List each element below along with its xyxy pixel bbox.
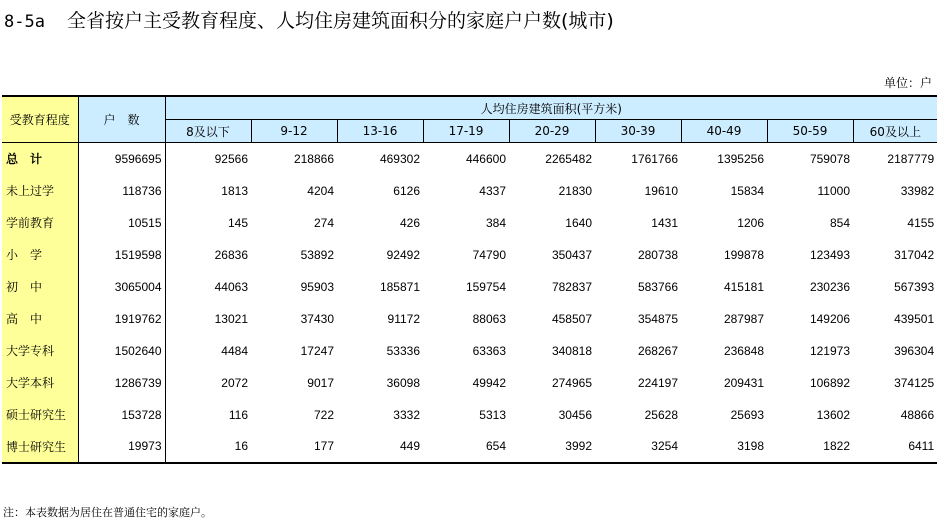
value-cell: 354875 [637,311,678,326]
value-cell: 469302 [379,151,420,166]
value-cell: 415181 [723,279,764,294]
value-cell: 280738 [637,247,678,262]
value-cell: 236848 [723,343,764,358]
value-cell: 317042 [894,247,935,262]
col-header-area: 20-29 [509,120,595,143]
col-header-area: 60及以上 [853,120,937,143]
value-cell: 396304 [894,343,935,358]
value-cell: 654 [485,439,506,453]
total-row [2,143,937,175]
value-cell: 185871 [379,279,420,294]
household-total-cell: 9596695 [78,143,165,175]
value-cell: 6126 [393,183,420,198]
value-cell: 159754 [465,279,506,294]
value-cell: 88063 [472,311,506,326]
value-cell: 218866 [293,151,334,166]
value-cell: 145 [227,215,248,230]
value-cell: 1206 [737,215,764,230]
value-cell: 759078 [809,151,850,166]
table-body [2,143,937,463]
unit-label: 单位：户 [883,76,932,90]
value-cell: 44063 [214,279,248,294]
value-cell: 15834 [730,183,764,198]
row-label: 大学专科 [2,335,78,367]
value-cell: 1431 [651,215,678,230]
value-cell: 199878 [723,247,764,262]
value-cell: 3332 [393,407,420,422]
value-cell: 30456 [558,407,592,422]
value-cell: 121973 [809,343,850,358]
value-cell: 274 [313,215,334,230]
value-cell: 63363 [472,343,506,358]
row-label: 总 计 [2,143,78,175]
value-cell: 6411 [908,439,935,453]
value-cell: 21830 [558,183,592,198]
value-cell: 1640 [565,215,592,230]
household-total-cell: 19973 [78,431,165,463]
value-cell: 16 [234,439,248,453]
value-cell: 13021 [214,311,248,326]
value-cell: 4337 [479,183,506,198]
table-row [2,303,937,335]
value-cell: 583766 [637,279,678,294]
data-table [2,95,937,464]
value-cell: 1813 [221,183,248,198]
footnote: 注：本表数据为居住在普通住宅的家庭户。 [3,506,212,519]
value-cell: 2265482 [545,151,592,166]
household-total-cell: 153728 [78,399,165,431]
value-cell: 26836 [214,247,248,262]
value-cell: 33982 [900,183,935,198]
col-header-area: 50-59 [767,120,853,143]
row-label: 初 中 [2,271,78,303]
col-header-area: 17-19 [423,120,509,143]
col-header-area: 8及以下 [165,120,251,143]
value-cell: 92566 [214,151,248,166]
value-cell: 149206 [809,311,850,326]
value-cell: 287987 [723,311,764,326]
value-cell: 458507 [551,311,592,326]
value-cell: 4484 [221,343,248,358]
value-cell: 53336 [386,343,420,358]
value-cell: 19610 [644,183,678,198]
col-header-area: 30-39 [595,120,681,143]
value-cell: 384 [485,215,506,230]
value-cell: 25693 [730,407,764,422]
value-cell: 374125 [894,375,935,390]
value-cell: 37430 [300,311,334,326]
value-cell: 123493 [809,247,850,262]
table-row [2,175,937,207]
value-cell: 209431 [723,375,764,390]
value-cell: 439501 [894,311,935,326]
col-header-area: 9-12 [251,120,337,143]
value-cell: 74790 [472,247,506,262]
value-cell: 17247 [300,343,334,358]
value-cell: 25628 [644,407,678,422]
value-cell: 350437 [551,247,592,262]
value-cell: 2072 [221,375,248,390]
value-cell: 449 [399,439,420,453]
row-label: 学前教育 [2,207,78,239]
col-header-area: 13-16 [337,120,423,143]
value-cell: 91172 [387,311,420,326]
value-cell: 5313 [479,407,506,422]
value-cell: 1822 [823,439,850,453]
table-title: 全省按户主受教育程度、人均住房建筑面积分的家庭户户数(城市) [66,10,614,32]
value-cell: 2187779 [887,151,935,166]
row-header-education: 受教育程度 [2,96,78,143]
col-group-area: 人均住房建筑面积(平方米) [165,96,937,120]
value-cell: 49942 [472,375,506,390]
table-row [2,207,937,239]
page-title [4,6,614,33]
value-cell: 340818 [551,343,592,358]
value-cell: 3198 [737,439,764,453]
household-total-cell: 1519598 [78,239,165,271]
value-cell: 4204 [307,183,334,198]
table-header [2,96,937,143]
value-cell: 3254 [651,439,678,453]
table-row [2,431,937,463]
table-row [2,335,937,367]
col-header-area: 40-49 [681,120,767,143]
value-cell: 274965 [551,375,592,390]
row-label: 硕士研究生 [2,399,78,431]
value-cell: 1395256 [717,151,764,166]
value-cell: 92492 [386,247,420,262]
household-total-cell: 1919762 [78,303,165,335]
value-cell: 95903 [300,279,334,294]
row-label: 高 中 [2,303,78,335]
row-label: 博士研究生 [2,431,78,463]
value-cell: 4155 [907,215,935,230]
household-total-cell: 10515 [78,207,165,239]
row-label: 未上过学 [2,175,78,207]
row-label: 大学本科 [2,367,78,399]
value-cell: 268267 [637,343,678,358]
table-row [2,367,937,399]
value-cell: 224197 [637,375,678,390]
col-header-households: 户 数 [78,96,165,143]
household-total-cell: 3065004 [78,271,165,303]
household-total-cell: 1286739 [78,367,165,399]
value-cell: 426 [399,215,420,230]
value-cell: 567393 [894,279,935,294]
household-total-cell: 118736 [78,175,165,207]
value-cell: 3992 [565,439,592,453]
table-row [2,271,937,303]
table-row [2,239,937,271]
value-cell: 230236 [809,279,850,294]
value-cell: 446600 [465,151,506,166]
value-cell: 53892 [300,247,334,262]
value-cell: 1761766 [631,151,678,166]
value-cell: 177 [313,439,334,453]
table-row [2,399,937,431]
value-cell: 48866 [900,407,935,422]
value-cell: 36098 [386,375,420,390]
value-cell: 13602 [816,407,850,422]
household-total-cell: 1502640 [78,335,165,367]
value-cell: 11000 [817,183,850,198]
value-cell: 116 [228,407,248,422]
value-cell: 106892 [809,375,850,390]
table-code: 8-5a [4,12,45,32]
value-cell: 782837 [551,279,592,294]
value-cell: 9017 [307,375,334,390]
value-cell: 854 [829,215,850,230]
value-cell: 722 [313,407,334,422]
row-label: 小 学 [2,239,78,271]
